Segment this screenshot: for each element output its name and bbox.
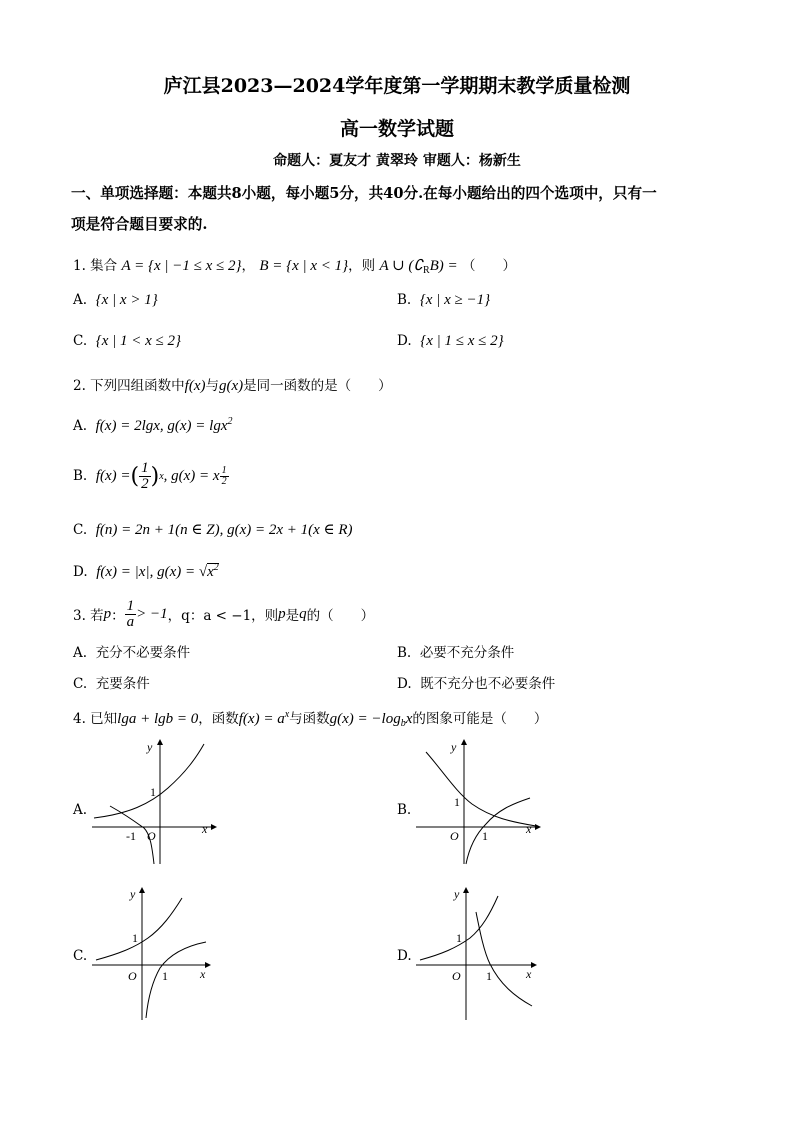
q4-g: g(x) = −log [329, 711, 401, 727]
q3-pre: 3. 若 [73, 608, 104, 624]
option-text: {x | 1 ≤ x ≤ 2} [420, 333, 504, 349]
q4-option-b-label[interactable]: B. [397, 802, 412, 818]
option-g-exponent: $\frac{1}{2}$ [221, 464, 227, 487]
option-label: C. [73, 676, 88, 692]
q2-gx: g(x) [219, 378, 244, 394]
log-curve [146, 942, 206, 1018]
tick-one: 1 [150, 785, 156, 799]
option-label: C. [73, 522, 88, 538]
option-label: D. [397, 333, 412, 349]
q1-option-a[interactable] [73, 292, 158, 309]
section-heading-line1: 一、单项选择题：本题共8小题，每小题5分，共40分.在每小题给出的四个选项中，只有一 [71, 185, 657, 202]
log-curve [466, 798, 530, 864]
q3-post: 的（ ） [306, 608, 375, 624]
option-text: f(n) = 2n + 1(n ∈ Z), g(x) = 2x + 1(x ∈ R) [95, 522, 353, 538]
question-4-stem [73, 707, 547, 729]
question-1-stem [73, 254, 516, 276]
option-text: 必要不充分条件 [419, 645, 515, 661]
q3-option-c[interactable] [73, 672, 150, 692]
q4-option-b-graph[interactable] [412, 736, 552, 868]
option-label: D. [73, 564, 88, 580]
q2-option-c[interactable] [73, 520, 353, 539]
q2-fx: f(x) [184, 378, 206, 394]
q3-option-d[interactable] [397, 672, 555, 692]
x-label: x [526, 822, 532, 836]
y-label: y [130, 887, 136, 901]
tick-one-x: 1 [162, 969, 168, 983]
q1-set-a: A = {x | −1 ≤ x ≤ 2} [121, 258, 242, 274]
q3-option-b[interactable] [397, 641, 514, 661]
q3-p: p [103, 605, 112, 622]
q4-option-c-graph[interactable] [88, 882, 228, 1022]
q1-option-b[interactable] [397, 292, 490, 309]
q1-expr-part2: B) = [429, 258, 458, 274]
neg-log-curve [476, 912, 532, 1006]
option-fraction: $\frac{1}{2}$ [141, 459, 149, 492]
question-2-stem [73, 374, 392, 395]
option-text: {x | x ≥ −1} [419, 292, 491, 308]
q3-fraction: $\frac{1}{a}$ [126, 597, 135, 630]
q4-option-a-graph[interactable] [88, 736, 228, 868]
option-label: B. [73, 468, 88, 484]
option-g-part: , g(x) = x [163, 467, 220, 484]
q4-option-d-label[interactable]: D. [397, 948, 412, 964]
option-text: 既不充分也不必要条件 [420, 676, 556, 692]
origin-label: O [128, 969, 137, 983]
q3-q-part: ，q：a < −1，则 [167, 608, 279, 624]
q4-pre: 4. 已知 [73, 711, 118, 727]
tick-one: 1 [456, 931, 462, 945]
q4-g-x: x [405, 711, 413, 727]
exp-curve [420, 896, 498, 960]
option-text: f(x) = |x|, g(x) = [96, 564, 199, 580]
q4-post: 的图象可能是（ ） [412, 711, 548, 727]
tick-one: 1 [132, 931, 138, 945]
question-3-stem [73, 597, 374, 631]
exp-curve [96, 898, 182, 960]
option-label: A. [73, 418, 88, 434]
exam-authors: 命题人：夏友才 黄翠玲 审题人：杨新生 [273, 153, 521, 169]
q2-stem-post: 是同一函数的是（ ） [243, 378, 392, 394]
exam-title: 庐江县2023—2024学年度第一学期期末教学质量检测 [163, 75, 631, 97]
q1-option-c[interactable] [73, 333, 181, 350]
q1-set-b: B = {x | x < 1} [259, 258, 349, 274]
q3-mid: 是 [285, 608, 300, 624]
exam-subtitle: 高一数学试题 [339, 118, 454, 140]
tick-one: 1 [454, 795, 460, 809]
q2-option-a[interactable] [73, 416, 233, 435]
q1-then: ，则 [348, 258, 376, 274]
exp-curve [94, 744, 204, 818]
q1-expr-part1: A ∪ (∁ [379, 258, 423, 274]
origin-label: O [450, 829, 459, 843]
exp-curve [426, 752, 536, 826]
option-radicand: $x^2$ [207, 562, 219, 580]
q3-option-a[interactable] [73, 641, 190, 661]
section-heading-line2: 项是符合题目要求的. [71, 216, 208, 233]
option-f-part: f(x) = [95, 467, 131, 484]
q4-f-exponent: x [284, 709, 290, 720]
option-label: A. [73, 645, 88, 661]
option-text: 充要条件 [95, 676, 150, 692]
option-text: f(x) = 2lgx, g(x) = lgx [95, 418, 228, 434]
tick-one-x: 1 [486, 969, 492, 983]
option-text: 充分不必要条件 [95, 645, 191, 661]
q1-comma: ， [241, 258, 256, 274]
q4-g-base: b [400, 718, 406, 729]
q4-option-c-label[interactable]: C. [73, 948, 88, 964]
q4-f: f(x) = a [238, 711, 285, 727]
option-label: B. [397, 645, 412, 661]
q1-expr-sub: R [422, 265, 430, 276]
q1-option-d[interactable] [397, 333, 504, 350]
option-label: B. [397, 292, 412, 308]
option-text: {x | x > 1} [95, 292, 158, 308]
q3-p2: p [278, 605, 286, 622]
tick-neg-one: -1 [126, 829, 136, 843]
q3-cond1: > −1 [136, 605, 168, 622]
y-label: y [147, 740, 153, 754]
option-exponent: x [159, 470, 164, 482]
option-label: A. [73, 292, 88, 308]
tick-one-x: 1 [482, 829, 488, 843]
x-label: x [202, 822, 208, 836]
q4-option-a-label[interactable]: A. [73, 802, 88, 818]
q1-blank: （ ） [461, 258, 516, 274]
q4-option-d-graph[interactable] [412, 882, 552, 1022]
x-label: x [526, 967, 532, 981]
q4-condition: lga + lgb = 0 [117, 711, 199, 727]
q4-mid2: 与函数 [289, 711, 330, 727]
q2-option-b[interactable]: B. f(x) = ( $\frac{1}{2}$ ) x , g(x) = x $\frac{1}{2}$ [73, 459, 227, 492]
q1-expression [379, 258, 457, 274]
option-exponent: 2 [227, 416, 233, 427]
q1-number: 1. 集合 [73, 258, 118, 274]
origin-label: O [452, 969, 461, 983]
q2-and: 与 [205, 378, 219, 394]
q4-mid1: ，函数 [198, 711, 239, 727]
origin-label: O [147, 829, 156, 843]
q2-stem-pre: 2. 下列四组函数中 [73, 378, 185, 394]
y-label: y [454, 887, 460, 901]
option-text: {x | 1 < x ≤ 2} [95, 333, 182, 349]
option-label: C. [73, 333, 88, 349]
option-label: D. [397, 676, 412, 692]
y-label: y [451, 740, 457, 754]
q2-option-d[interactable]: D. f(x) = |x|, $g(x) = √x^2$ [73, 562, 219, 580]
q3-colon: ： [111, 608, 125, 624]
x-label: x [200, 967, 206, 981]
q3-q2: q [299, 605, 307, 622]
